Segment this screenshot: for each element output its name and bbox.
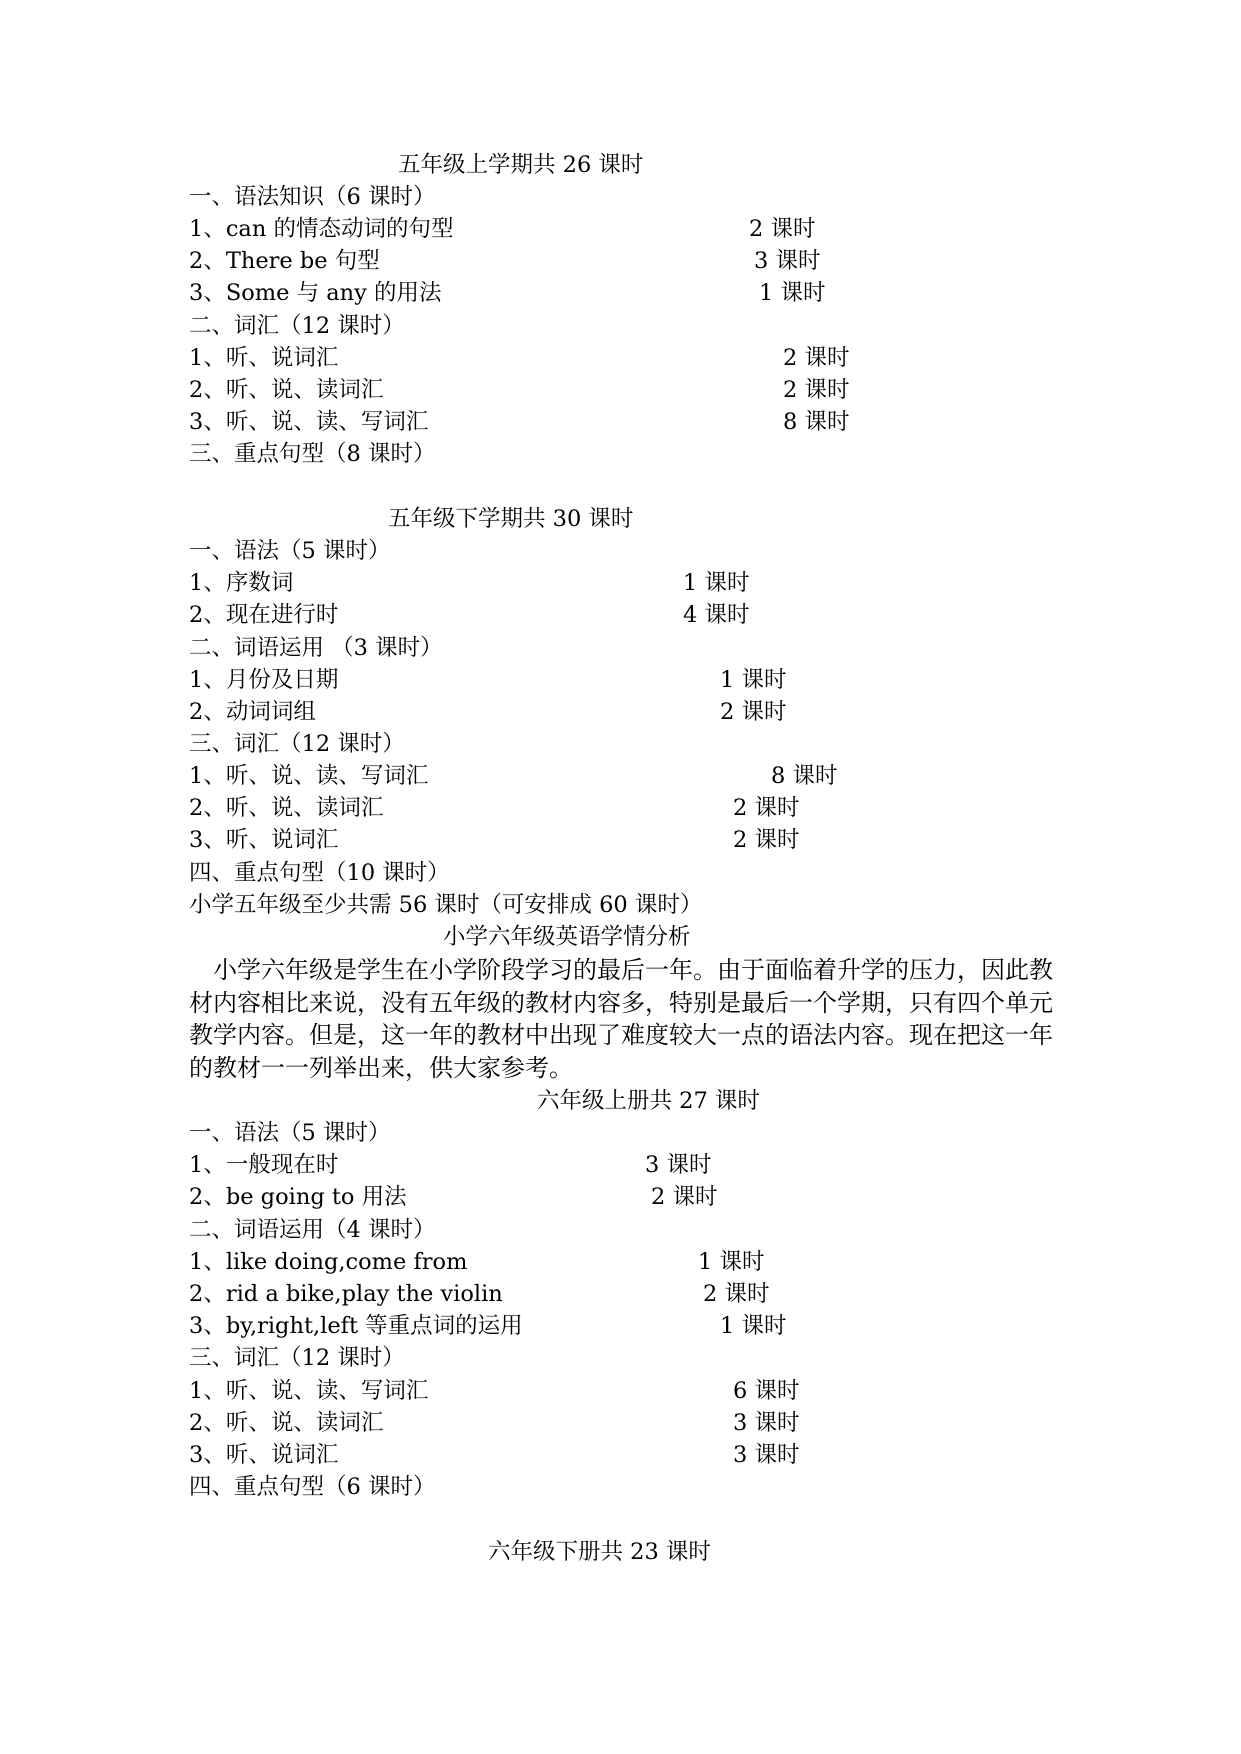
row-hours: 1 课时	[683, 570, 750, 596]
row-hours: 2 课时	[703, 1281, 770, 1307]
row-hours: 4 课时	[683, 602, 750, 628]
row-label: 2、There be 句型	[189, 248, 380, 274]
row-label: 3、Some 与 any 的用法	[189, 280, 442, 306]
row-label: 2、听、说、读词汇	[189, 377, 384, 403]
heading-vocabulary: 三、词汇（12 课时）	[189, 731, 405, 757]
row-label: 3、听、说词汇	[189, 827, 339, 853]
row-hours: 6 课时	[733, 1378, 800, 1404]
row-label: 2、现在进行时	[189, 602, 339, 628]
heading-word-usage: 二、词语运用 （3 课时）	[189, 635, 443, 661]
row-label: 1、一般现在时	[189, 1152, 339, 1178]
heading-vocabulary: 二、词汇（12 课时）	[189, 313, 405, 339]
row-hours: 8 课时	[771, 763, 838, 789]
section-title-grade6-second: 六年级下册共 23 课时	[488, 1539, 711, 1565]
row-hours: 2 课时	[720, 699, 787, 725]
row-hours: 3 课时	[754, 248, 821, 274]
row-label: 1、like doing,come from	[189, 1249, 468, 1275]
row-hours: 2 课时	[651, 1184, 718, 1210]
analysis-paragraph: 小学六年级是学生在小学阶段学习的最后一年。由于面临着升学的压力，因此教材内容相比来说，没有五年级的教材内容多，特别是最后一个学期，只有四个单元教学内容。但是，这一年的教材中出现了难度较大一点的语法内容。现在把这一年的教材一一列举出来，供大家参考。	[189, 956, 1053, 1082]
row-hours: 1 课时	[759, 280, 826, 306]
row-label: 2、听、说、读词汇	[189, 1410, 384, 1436]
row-label: 1、序数词	[189, 570, 294, 596]
row-hours: 2 课时	[783, 345, 850, 371]
row-label: 3、听、说词汇	[189, 1442, 339, 1468]
heading-grammar: 一、语法（5 课时）	[189, 1120, 391, 1146]
row-hours: 3 课时	[645, 1152, 712, 1178]
heading-grammar: 一、语法知识（6 课时）	[189, 184, 436, 210]
row-label: 2、动词词组	[189, 699, 316, 725]
row-label: 3、听、说、读、写词汇	[189, 409, 429, 435]
row-label: 3、by,right,left 等重点词的运用	[189, 1313, 523, 1339]
row-label: 1、听、说、读、写词汇	[189, 1378, 429, 1404]
row-hours: 3 课时	[733, 1442, 800, 1468]
row-hours: 8 课时	[783, 409, 850, 435]
row-label: 1、听、说词汇	[189, 345, 339, 371]
grade5-total: 小学五年级至少共需 56 课时（可安排成 60 课时）	[189, 892, 703, 918]
section-title-grade5-first: 五年级上学期共 26 课时	[398, 152, 644, 178]
row-hours: 2 课时	[783, 377, 850, 403]
section-title-grade5-second: 五年级下学期共 30 课时	[388, 506, 634, 532]
row-label: 2、听、说、读词汇	[189, 795, 384, 821]
row-hours: 2 课时	[733, 827, 800, 853]
row-hours: 1 课时	[720, 667, 787, 693]
row-label: 1、月份及日期	[189, 667, 339, 693]
heading-key-sentences: 四、重点句型（10 课时）	[189, 860, 450, 886]
heading-vocabulary: 三、词汇（12 课时）	[189, 1345, 405, 1371]
row-label: 1、can 的情态动词的句型	[189, 216, 454, 242]
row-hours: 2 课时	[749, 216, 816, 242]
row-label: 1、听、说、读、写词汇	[189, 763, 429, 789]
row-hours: 1 课时	[698, 1249, 765, 1275]
row-label: 2、be going to 用法	[189, 1184, 407, 1210]
heading-key-sentences: 三、重点句型（8 课时）	[189, 441, 436, 467]
row-label: 2、rid a bike,play the violin	[189, 1281, 503, 1307]
heading-key-sentences: 四、重点句型（6 课时）	[189, 1474, 436, 1500]
row-hours: 2 课时	[733, 795, 800, 821]
heading-grammar: 一、语法（5 课时）	[189, 538, 391, 564]
row-hours: 3 课时	[733, 1410, 800, 1436]
analysis-title: 小学六年级英语学情分析	[443, 924, 691, 950]
section-title-grade6-first: 六年级上册共 27 课时	[537, 1088, 760, 1114]
row-hours: 1 课时	[720, 1313, 787, 1339]
heading-word-usage: 二、词语运用（4 课时）	[189, 1217, 436, 1243]
